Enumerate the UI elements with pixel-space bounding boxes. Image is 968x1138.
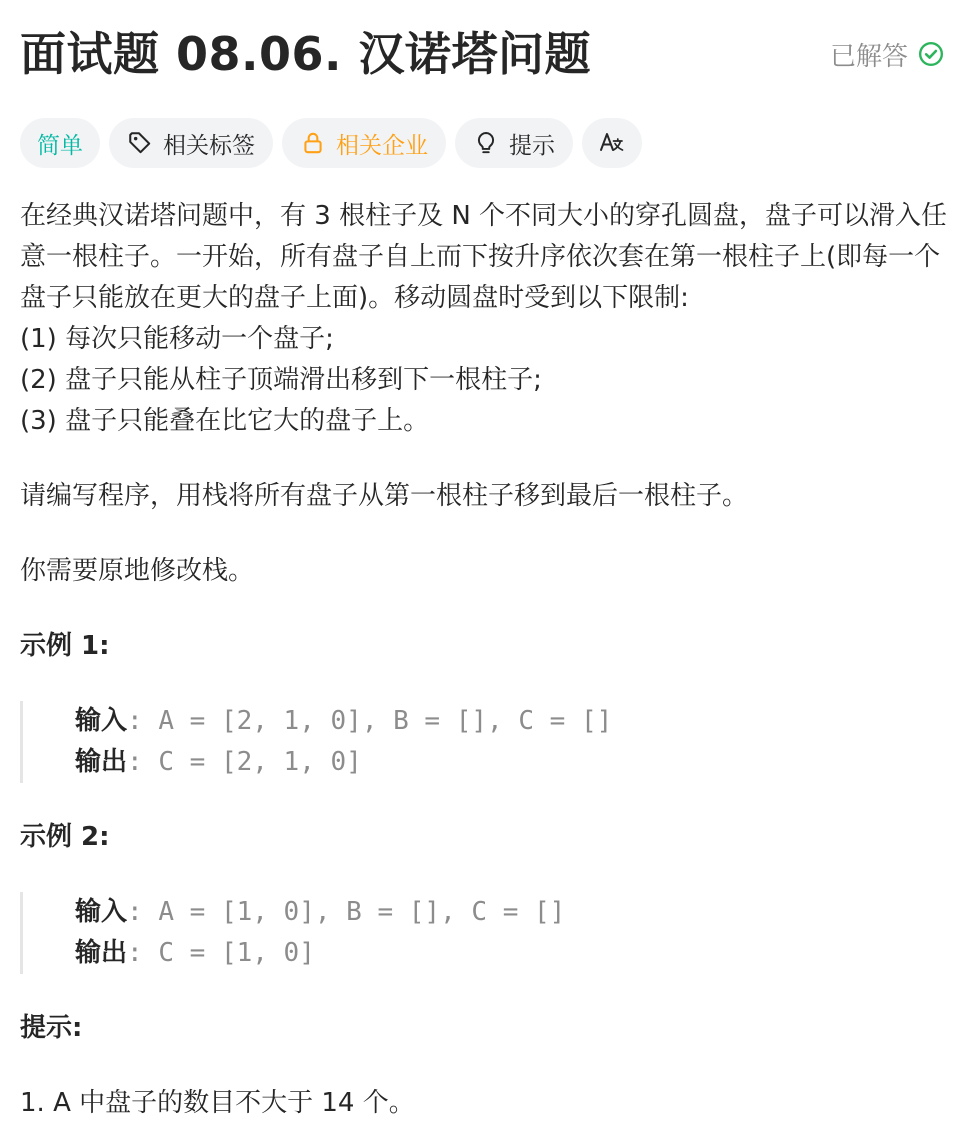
related-companies-button[interactable] [282,118,446,168]
example-title: 示例 2: [20,822,110,852]
rule-item: (1) 每次只能移动一个盘子; [20,324,334,354]
example-input-line: 输入: A = [2, 1, 0], B = [], C = [] [75,706,613,736]
example-output-label: 输出 [75,747,128,777]
example-block [20,701,948,783]
example-input-label: 输入 [75,706,128,736]
tag-icon [127,130,153,156]
difficulty-label: 简单 [37,132,83,159]
translate-icon [598,129,626,157]
solved-status [830,36,944,72]
example-output-value: C = [2, 1, 0] [158,747,362,777]
example-input-label: 输入 [75,897,128,927]
hint-label: 提示 [509,132,555,159]
constraints-title: 提示: [20,1013,83,1043]
lightbulb-icon [473,130,499,156]
rule-item: (3) 盘子只能叠在比它大的盘子上。 [20,406,430,436]
related-tags-label: 相关标签 [163,132,255,159]
example-title: 示例 1: [20,631,110,661]
description-paragraph: 你需要原地修改栈。 [20,556,255,586]
lock-icon [300,130,326,156]
difficulty-badge[interactable] [20,118,100,168]
example-block [20,892,948,974]
problem-header [20,22,944,86]
hint-button[interactable] [455,118,573,168]
example-output-line: 输出: C = [2, 1, 0] [75,747,362,777]
rule-item: (2) 盘子只能从柱子顶端滑出移到下一根柱子; [20,365,542,395]
translate-button[interactable] [582,118,642,168]
example-output-label: 输出 [75,938,128,968]
solved-status-label: 已解答 [829,41,908,72]
example-input-line: 输入: A = [1, 0], B = [], C = [] [75,897,566,927]
example-input-value: A = [1, 0], B = [], C = [] [158,897,566,927]
example-output-line: 输出: C = [1, 0] [75,938,315,968]
related-tags-button[interactable] [109,118,273,168]
tag-bar [20,118,642,168]
check-circle-icon [918,41,944,67]
description-paragraph: 请编写程序，用栈将所有盘子从第一根柱子移到最后一根柱子。 [20,481,749,511]
related-companies-label: 相关企业 [336,132,428,159]
description-paragraph: 在经典汉诺塔问题中，有 3 根柱子及 N 个不同大小的穿孔圆盘，盘子可以滑入任意一根柱子。一开始，所有盘子自上而下按升序依次套在第一根柱子上(即每一个盘子只能放在更大的盘子上面)。移动圆盘时受到以下限制: [20,201,948,313]
example-input-value: A = [2, 1, 0], B = [], C = [] [158,706,613,736]
problem-title: 面试题 08.06. 汉诺塔问题 [20,27,592,81]
problem-description [20,196,948,1124]
constraint-item: 1. A 中盘子的数目不大于 14 个。 [20,1088,415,1118]
example-output-value: C = [1, 0] [158,938,315,968]
